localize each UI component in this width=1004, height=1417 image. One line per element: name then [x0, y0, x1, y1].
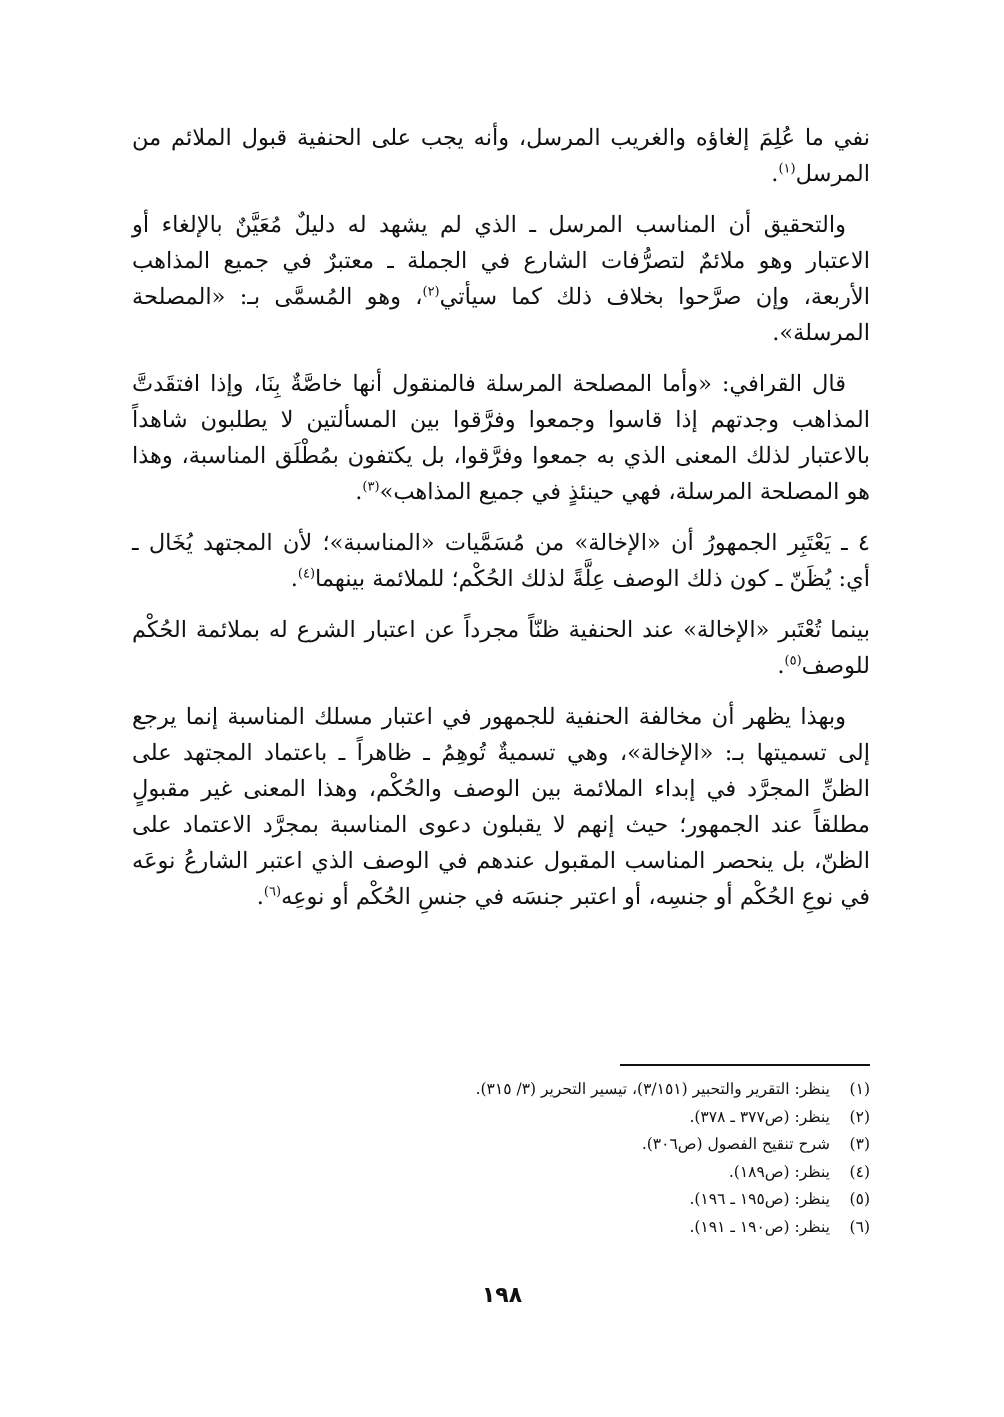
- footnote-text: شرح تنقيح الفصول (ص٣٠٦).: [641, 1135, 830, 1154]
- footnote-text: ينظر: (ص١٩٥ ـ ١٩٦).: [689, 1190, 830, 1209]
- footnote-2: [132, 1104, 870, 1132]
- paragraph-3: [132, 366, 870, 510]
- footnote-ref: (٢): [422, 284, 440, 300]
- footnote-6: [132, 1214, 870, 1242]
- paragraph-6: [132, 699, 870, 915]
- footnotes: [132, 1076, 870, 1242]
- footnote-1: [132, 1076, 870, 1104]
- footnote-text: ينظر: (ص٣٧٧ ـ ٣٧٨).: [689, 1107, 830, 1126]
- paragraph-4: [132, 525, 870, 597]
- paragraph-2: [132, 207, 870, 351]
- paragraph-text: والتحقيق أن المناسب المرسل ـ الذي لم يشهد له دليلٌ مُعَيَّنٌ بالإلغاء أو الاعتبار وهو ملائمٌ لتصرُّفات الشارع في الجملة ـ معتبرٌ في جميع المذاهب الأربعة، وإن صرَّحوا بخلاف ذلك كما سيأتي: [132, 212, 870, 310]
- footnote-number: (٣): [849, 1135, 870, 1154]
- paragraph-text: وبهذا يظهر أن مخالفة الحنفية للجمهور في اعتبار مسلك المناسبة إنما يرجع إلى تسميتها بـ: «الإخالة»، وهي تسميةٌ تُوهِمُ ـ ظاهراً ـ باعتماد المجتهد على الظنِّ المجرَّد في إبداء الملائمة بين الوصف والحُكْم، وهذا المعنى غير مقبولٍ مطلقاً عند الجمهور؛ حيث إنهم لا يقبلون دعوى المناسبة بمجرَّد الاعتماد على الظنّ، بل ينحصر المناسب المقبول عندهم في الوصف الذي اعتبر الشارعُ نوعَه في نوعِ الحُكْم أو جنسِه، أو اعتبر جنسَه في جنسِ الحُكْم أو نوعِه: [132, 704, 870, 910]
- footnote-text: ينظر: (ص١٩٠ ـ ١٩١).: [689, 1217, 830, 1236]
- paragraph-end: .: [256, 884, 264, 910]
- paragraph-end: .: [355, 479, 363, 505]
- footnote-ref: (١): [778, 161, 796, 177]
- footnote-ref: (٦): [263, 884, 282, 900]
- footnote-separator: [620, 1064, 870, 1066]
- footnote-number: (٦): [849, 1217, 870, 1236]
- paragraph-end: .: [290, 566, 298, 592]
- main-text: [132, 120, 870, 930]
- paragraph-text: نفي ما عُلِمَ إلغاؤه والغريب المرسل، وأنه يجب على الحنفية قبول الملائم من المرسل: [132, 125, 870, 187]
- footnote-4: [132, 1159, 870, 1187]
- footnote-ref: (٣): [362, 479, 380, 495]
- footnote-3: [132, 1131, 870, 1159]
- paragraph-end: ، وهو المُسمَّى بـ: «المصلحة المرسلة».: [132, 284, 870, 346]
- footnote-ref: (٥): [784, 653, 802, 669]
- footnote-ref: (٤): [297, 566, 316, 582]
- paragraph-text: قال القرافي: «وأما المصلحة المرسلة فالمنقول أنها خاصَّةٌ بِنَا، وإذا افتقَدتَّ المذاهب وجدتهم إذا قاسوا وجمعوا وفرَّقوا بين المسألتين لا يطلبون شاهداً بالاعتبار لذلك المعنى الذي به جمعوا وفرَّقوا، بل يكتفون بمُطْلَق المناسبة، وهذا هو المصلحة المرسلة، فهي حينئذٍ في جميع المذاهب»: [132, 371, 870, 505]
- paragraph-text: ٤ ـ يَعْتَبِر الجمهورُ أن «الإخالة» من مُسَمَّيات «المناسبة»؛ لأن المجتهد يُخَال ـ أي: يُظَنّ ـ كون ذلك الوصف عِلَّةً لذلك الحُكْم؛ للملائمة بينهما: [132, 530, 870, 592]
- footnote-number: (٢): [849, 1107, 870, 1126]
- footnote-text: ينظر: (ص١٨٩).: [728, 1162, 830, 1181]
- footnote-number: (٥): [849, 1190, 870, 1209]
- paragraph-1: [132, 120, 870, 192]
- page-number: ١٩٨: [481, 1283, 523, 1308]
- paragraph-end: .: [771, 161, 779, 187]
- footnote-5: [132, 1186, 870, 1214]
- paragraph-5: [132, 612, 870, 684]
- paragraph-end: .: [777, 653, 785, 679]
- paragraph-text: بينما تُعْتَبر «الإخالة» عند الحنفية ظنّاً مجرداً عن اعتبار الشرع له بملائمة الحُكْم للوصف: [132, 617, 870, 679]
- footnote-text: ينظر: التقرير والتحبير (٣/١٥١)، تيسير التحرير (٣/ ٣١٥).: [475, 1080, 830, 1098]
- footnote-number: (٤): [849, 1162, 870, 1181]
- footnote-number: (١): [849, 1080, 870, 1098]
